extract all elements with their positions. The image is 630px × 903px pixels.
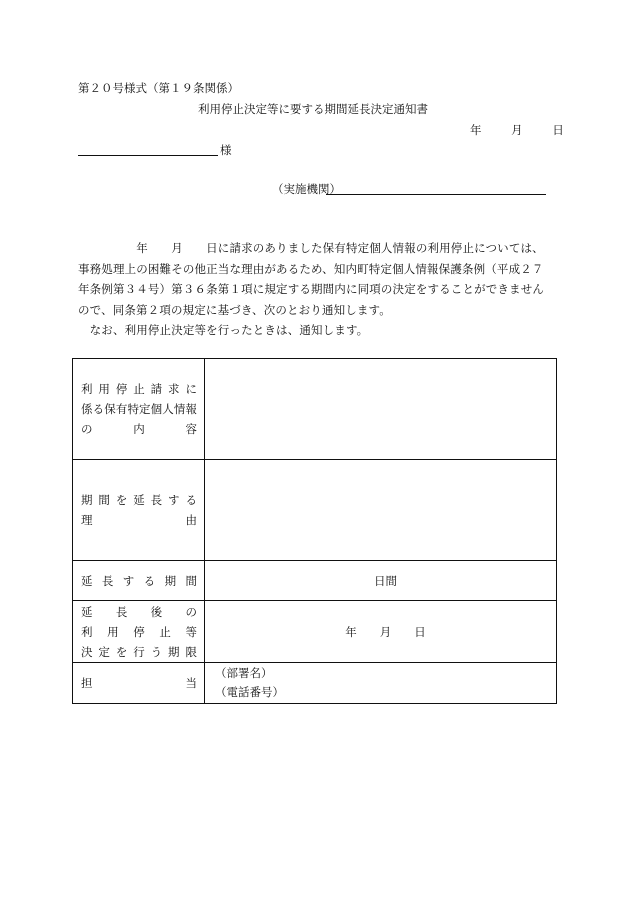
label-line	[73, 510, 204, 530]
label-char: 期	[168, 644, 180, 659]
label-char: 報	[185, 402, 197, 416]
implementing-agency-blank-line	[326, 194, 546, 195]
body-line: 事務処理上の困難その他正当な理由があるため、知内町特定個人情報保護条例（平成２７	[78, 261, 544, 276]
label-char: 等	[185, 624, 197, 639]
label-char: 担	[81, 676, 93, 690]
label-char: 期	[81, 493, 93, 507]
label-char: る	[92, 402, 105, 416]
label-char: を	[115, 644, 128, 659]
label-char: 定	[98, 644, 110, 659]
label-char: 期	[164, 573, 177, 588]
label-char: 後	[150, 604, 163, 619]
table-row-extension-period	[73, 561, 557, 601]
label-char: 長	[115, 604, 128, 619]
label-char: 有	[115, 402, 128, 416]
table-row-decision-deadline	[73, 601, 557, 663]
label-char: 特	[127, 402, 139, 416]
label-char: 由	[185, 513, 197, 527]
label-char: 個	[150, 402, 163, 416]
label-char: 延	[133, 493, 145, 507]
label-char: る	[143, 573, 156, 588]
label-char: る	[185, 493, 197, 507]
value-decision-deadline: 年 月 日	[205, 601, 557, 663]
label-extension-reason	[73, 460, 205, 561]
document-title: 利用停止決定等に要する期間延長決定通知書	[198, 102, 428, 116]
label-char: 求	[168, 382, 180, 396]
label-char: 内	[133, 422, 145, 436]
label-char: 理	[81, 513, 93, 527]
label-char: 延	[81, 573, 93, 588]
label-contact	[73, 663, 205, 704]
label-char: の	[81, 422, 93, 436]
label-char: 長	[101, 573, 114, 588]
label-char: 限	[185, 644, 197, 659]
value-contact	[205, 663, 557, 704]
label-char: す	[122, 573, 135, 588]
label-char: 当	[185, 676, 197, 690]
label-line	[73, 490, 204, 510]
label-char: 利	[81, 624, 93, 639]
date-year: 年	[470, 123, 482, 137]
label-char: す	[168, 493, 180, 507]
label-char: 利	[81, 382, 93, 396]
table-row-extension-reason	[73, 460, 557, 561]
label-char: う	[150, 644, 163, 659]
label-extension-period	[73, 561, 205, 601]
label-line	[73, 622, 204, 642]
issue-date	[470, 122, 564, 138]
label-line	[73, 642, 204, 662]
label-char: 停	[133, 624, 145, 639]
body-line: ので、同条第２項の規定に基づき、次のとおり通知します。	[78, 302, 391, 317]
label-char: 決	[81, 644, 93, 659]
label-char: 止	[159, 624, 171, 639]
label-char: 間	[98, 493, 110, 507]
label-char: 請	[150, 382, 163, 396]
label-char: 定	[139, 402, 151, 416]
label-line	[73, 419, 204, 439]
label-char: 情	[173, 402, 186, 416]
date-day: 日	[552, 123, 564, 137]
label-line	[73, 399, 204, 419]
table-row-request-content	[73, 359, 557, 460]
label-line	[73, 602, 204, 622]
label-char: 延	[81, 604, 93, 619]
label-char: を	[115, 493, 128, 507]
label-char: 保	[104, 402, 116, 416]
addressee-blank-line	[78, 155, 218, 156]
label-char: 止	[133, 382, 145, 396]
body-line: なお、利用停止決定等を行ったときは、通知します。	[78, 323, 369, 337]
contact-phone: （電話番号）	[215, 685, 284, 699]
label-request-content	[73, 359, 205, 460]
label-char: 人	[162, 402, 174, 416]
value-extension-reason	[205, 460, 557, 561]
label-char: 用	[107, 624, 119, 639]
notice-details-table	[72, 358, 557, 704]
date-month: 月	[511, 123, 523, 137]
label-decision-deadline	[73, 601, 205, 663]
form-number: 第２０号様式（第１９条関係）	[78, 81, 239, 95]
contact-department: （部署名）	[215, 666, 273, 680]
label-char: 長	[150, 493, 163, 507]
addressee-suffix: 様	[220, 143, 232, 157]
table-row-contact	[73, 663, 557, 704]
label-line	[73, 379, 204, 399]
label-char: 用	[98, 382, 110, 396]
label-char: 行	[133, 644, 145, 659]
implementing-agency-label: （実施機関）	[272, 182, 341, 196]
body-line: 年 月 日に請求のありました保有特定個人情報の利用停止については、	[78, 241, 544, 255]
value-extension-period: 日間	[205, 561, 557, 601]
label-char: 停	[115, 382, 128, 396]
label-char: 係	[81, 402, 93, 416]
body-line: 年条例第３４号）第３６条第１項に規定する期間内に同項の決定をすることができません	[78, 282, 544, 296]
label-line	[73, 673, 204, 693]
notice-body	[78, 238, 558, 341]
value-request-content	[205, 359, 557, 460]
label-char: 容	[185, 422, 197, 436]
label-line	[73, 571, 204, 591]
label-char: の	[185, 604, 197, 619]
label-char: 間	[185, 573, 197, 588]
label-char: に	[185, 382, 197, 396]
